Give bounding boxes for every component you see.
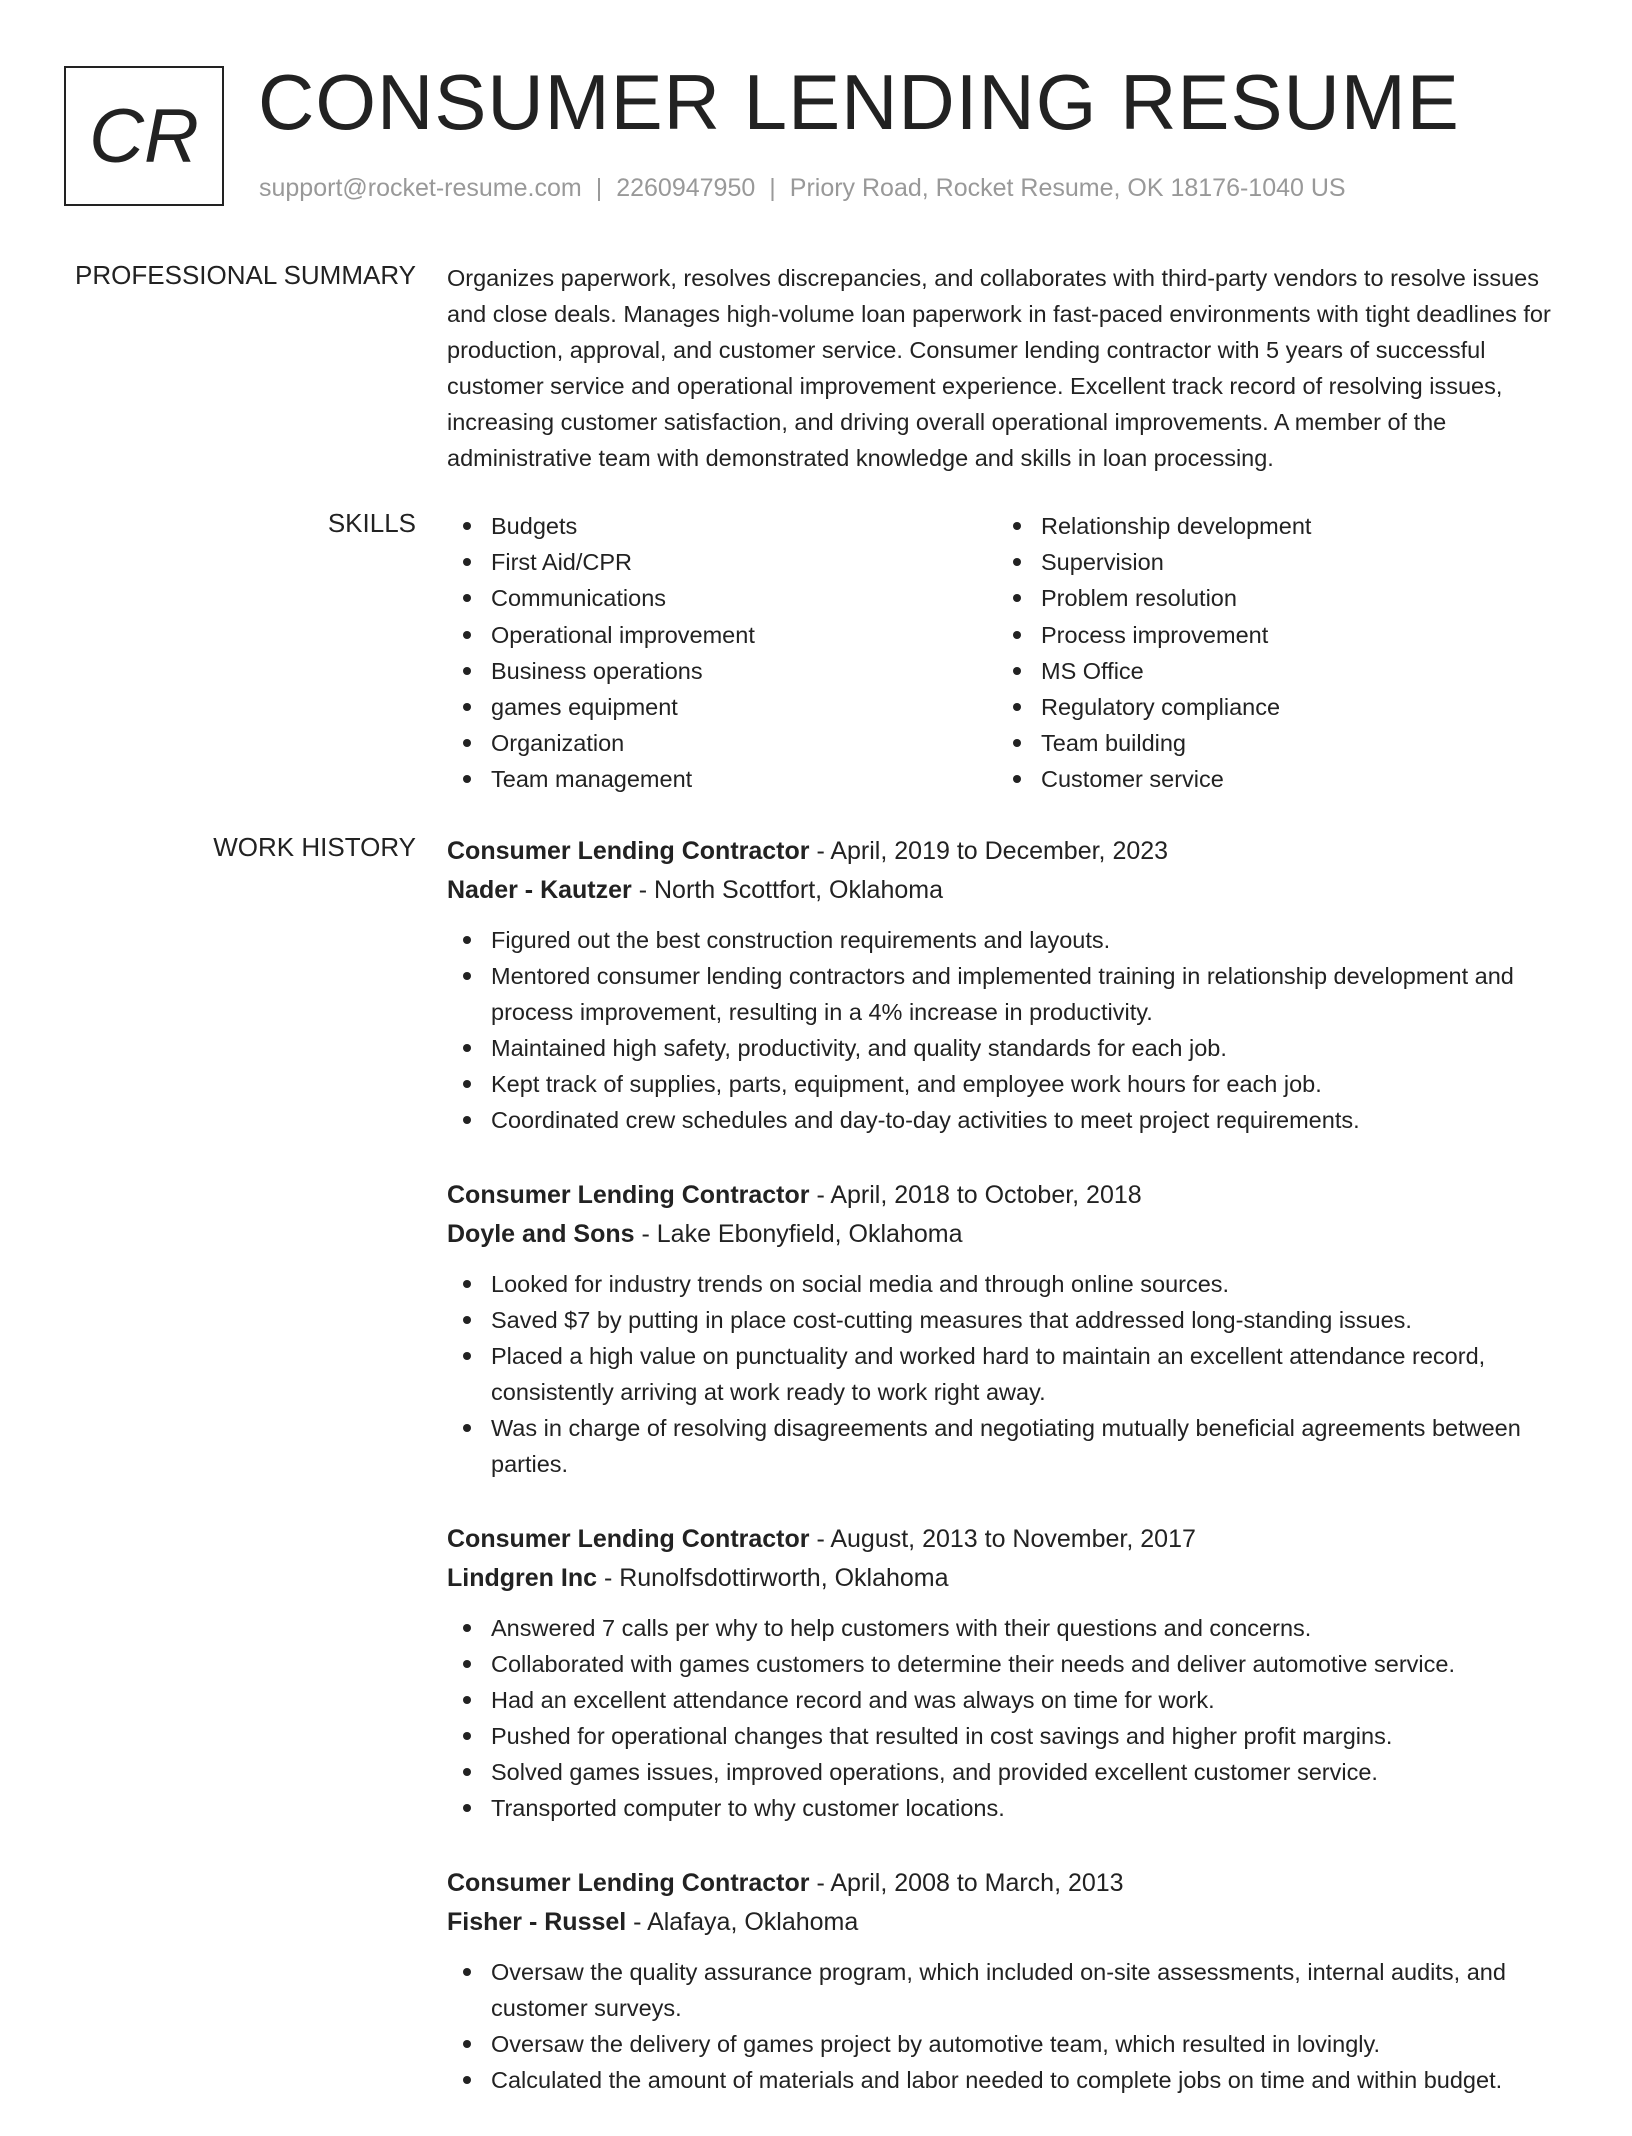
skill-item: Team management [491, 761, 997, 797]
job-entry [447, 1176, 1569, 1482]
job-bullet: Answered 7 calls per why to help customers with their questions and concerns. [491, 1610, 1569, 1646]
job-location: - North Scottfort, Oklahoma [631, 876, 943, 904]
skills-column-left [447, 508, 997, 798]
job-role: Consumer Lending Contractor [447, 837, 810, 865]
job-title-line [447, 1176, 1569, 1215]
job-bullet: Placed a high value on punctuality and worked hard to maintain an excellent attendance record, consistently arriving at work ready to work right away. [491, 1338, 1569, 1410]
skills-column-right [997, 508, 1547, 798]
job-location: - Lake Ebonyfield, Oklahoma [634, 1220, 963, 1248]
resume-title: CONSUMER LENDING RESUME [258, 58, 1460, 146]
job-entry [447, 1520, 1569, 1826]
job-bullets [447, 922, 1569, 1138]
job-company: Lindgren Inc [447, 1564, 597, 1592]
job-bullet: Looked for industry trends on social media and through online sources. [491, 1266, 1569, 1302]
skill-item: Communications [491, 580, 997, 616]
job-title-line [447, 832, 1569, 871]
job-bullet: Oversaw the delivery of games project by automotive team, which resulted in lovingly. [491, 2026, 1569, 2062]
skills-body [447, 508, 1569, 798]
skill-item: Customer service [1041, 761, 1547, 797]
job-company: Nader - Kautzer [447, 876, 632, 904]
skill-item: Operational improvement [491, 617, 997, 653]
skill-item: Process improvement [1041, 617, 1547, 653]
job-bullet: Pushed for operational changes that resulted in cost savings and higher profit margins. [491, 1718, 1569, 1754]
job-bullet: Was in charge of resolving disagreements and negotiating mutually beneficial agreements between parties. [491, 1410, 1569, 1482]
job-company: Doyle and Sons [447, 1220, 635, 1248]
contact-address: Priory Road, Rocket Resume, OK 18176-1040 US [789, 174, 1346, 202]
job-company-line [447, 871, 1569, 910]
contact-line [259, 174, 1346, 203]
job-entry [447, 1864, 1569, 2098]
job-bullet: Maintained high safety, productivity, and quality standards for each job. [491, 1030, 1569, 1066]
job-role: Consumer Lending Contractor [447, 1869, 810, 1897]
job-company-line [447, 1215, 1569, 1254]
job-location: - Runolfsdottirworth, Oklahoma [597, 1564, 949, 1592]
skills-grid [447, 508, 1569, 798]
work-body [447, 832, 1569, 2136]
job-bullet: Saved $7 by putting in place cost-cutting measures that addressed long-standing issues. [491, 1302, 1569, 1338]
summary-heading: PROFESSIONAL SUMMARY [75, 260, 416, 290]
skill-item: Organization [491, 725, 997, 761]
job-bullet: Oversaw the quality assurance program, which included on-site assessments, internal audits, and customer surveys. [491, 1954, 1569, 2026]
summary-text: Organizes paperwork, resolves discrepancies, and collaborates with third-party vendors to resolve issues and close deals. Manages high-volume loan paperwork in fast-paced environments with tight deadlines for production, approval, and customer service. Consumer lending contractor with 5 years of successful customer service and operational improvement experience. Excellent track record of resolving issues, increasing customer satisfaction, and driving overall operational improvements. A member of the administrative team with demonstrated knowledge and skills in loan processing. [447, 265, 1551, 471]
job-company: Fisher - Russel [447, 1908, 627, 1936]
job-dates: - April, 2018 to October, 2018 [809, 1181, 1142, 1209]
skills-list-right [997, 508, 1547, 798]
job-bullet: Had an excellent attendance record and was always on time for work. [491, 1682, 1569, 1718]
job-bullet: Transported computer to why customer locations. [491, 1790, 1569, 1826]
skill-item: Relationship development [1041, 508, 1547, 544]
contact-separator: | [595, 174, 603, 202]
job-bullets [447, 1610, 1569, 1826]
job-bullet: Mentored consumer lending contractors and implemented training in relationship development and process improvement, resulting in a 4% increase in productivity. [491, 958, 1569, 1030]
summary-body [447, 260, 1569, 476]
skill-item: Supervision [1041, 544, 1547, 580]
skills-heading: SKILLS [327, 508, 416, 538]
job-bullet: Calculated the amount of materials and labor needed to complete jobs on time and within budget. [491, 2062, 1569, 2098]
job-title-line [447, 1864, 1569, 1903]
job-bullet: Kept track of supplies, parts, equipment, and employee work hours for each job. [491, 1066, 1569, 1102]
skill-item: Business operations [491, 653, 997, 689]
job-role: Consumer Lending Contractor [447, 1525, 810, 1553]
skill-item: Team building [1041, 725, 1547, 761]
job-title-line [447, 1520, 1569, 1559]
monogram-logo: CR [64, 66, 224, 206]
skill-item: Problem resolution [1041, 580, 1547, 616]
skills-list-left [447, 508, 997, 798]
job-bullet: Solved games issues, improved operations, and provided excellent customer service. [491, 1754, 1569, 1790]
job-bullet: Figured out the best construction requirements and layouts. [491, 922, 1569, 958]
skill-item: MS Office [1041, 653, 1547, 689]
job-bullets [447, 1954, 1569, 2098]
job-location: - Alafaya, Oklahoma [626, 1908, 859, 1936]
job-dates: - August, 2013 to November, 2017 [809, 1525, 1196, 1553]
skill-item: games equipment [491, 689, 997, 725]
job-company-line [447, 1903, 1569, 1942]
job-bullet: Collaborated with games customers to determine their needs and deliver automotive service. [491, 1646, 1569, 1682]
contact-phone: 2260947950 [616, 174, 756, 202]
contact-email: support@rocket-resume.com [259, 174, 582, 202]
skill-item: Regulatory compliance [1041, 689, 1547, 725]
job-bullets [447, 1266, 1569, 1482]
skill-item: First Aid/CPR [491, 544, 997, 580]
job-dates: - April, 2019 to December, 2023 [809, 837, 1169, 865]
job-dates: - April, 2008 to March, 2013 [809, 1869, 1124, 1897]
contact-separator: | [769, 174, 776, 202]
job-entry [447, 832, 1569, 1138]
job-bullet: Coordinated crew schedules and day-to-day activities to meet project requirements. [491, 1102, 1569, 1138]
skill-item: Budgets [491, 508, 997, 544]
job-company-line [447, 1559, 1569, 1598]
job-role: Consumer Lending Contractor [447, 1181, 810, 1209]
work-heading: WORK HISTORY [213, 832, 416, 862]
